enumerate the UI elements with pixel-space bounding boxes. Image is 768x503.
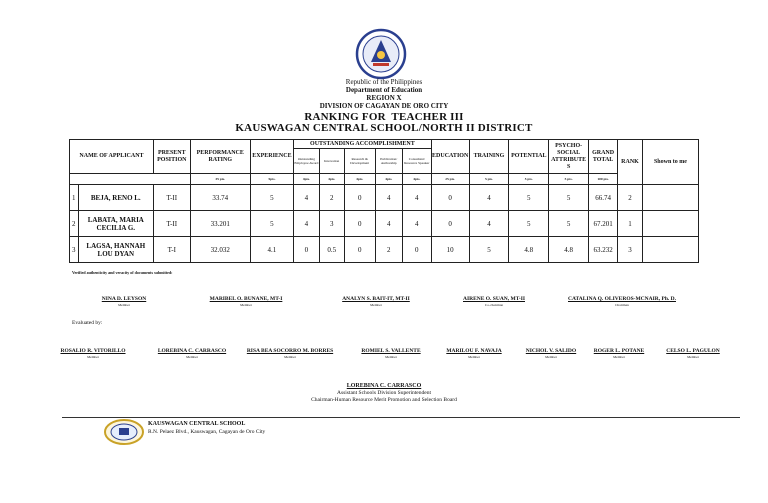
cell-education: 10: [431, 237, 469, 263]
col-psycho: PSYCHO-SOCIAL ATTRIBUTE S: [549, 140, 589, 174]
pts-training: 5 pts.: [469, 174, 509, 185]
col-experience: EXPERIENCE: [250, 140, 293, 174]
footer-divider: [62, 417, 740, 418]
signatory-role: Member: [613, 355, 625, 359]
cell-psycho: 4.8: [549, 237, 589, 263]
signatory-role: Co-chairman: [484, 303, 504, 307]
pts-research: 4pts.: [344, 174, 375, 185]
cell-performance: 33.201: [190, 211, 250, 237]
header-republic: Republic of the Philippines: [345, 78, 423, 86]
col-outstanding: OUTSTANDING ACCOMPLISHMENT: [293, 140, 431, 149]
signatory-name: RISA BEA SOCORRO M. BORRES: [246, 348, 334, 354]
deped-seal-icon: [355, 28, 407, 80]
pts-publication: 4pts.: [375, 174, 402, 185]
row-number: 3: [70, 237, 79, 263]
signature-block: [648, 348, 738, 360]
cell-innovation: 2: [319, 185, 344, 211]
ranking-table: [69, 139, 699, 263]
signatory-name: CATALINA Q. OLIVEROS-MCNAIR, Ph. D.: [568, 296, 676, 302]
col-publication: Publication/ Authorship: [375, 149, 402, 174]
chair-board: Chairman-Human Resource Merit Promotion and Selection Board: [311, 397, 457, 403]
table-row: [70, 185, 699, 211]
cell-education: 0: [431, 211, 469, 237]
signatory-role: Member: [370, 303, 382, 307]
signatory-name: MARIBEL O. BUNANE, MT-I: [209, 296, 283, 302]
signature-block: [346, 348, 436, 360]
signatory-name: MARILOU F. NAVAJA: [446, 348, 502, 354]
signature-block: [64, 296, 184, 308]
cell-research: 0: [344, 211, 375, 237]
signatory-role: Member: [118, 303, 130, 307]
cell-psycho: 5: [549, 185, 589, 211]
pts-innovation: 4pts.: [319, 174, 344, 185]
signatory-name: NINA D. LEYSON: [101, 296, 147, 302]
cell-shown: [642, 237, 698, 263]
cell-training: 5: [469, 237, 509, 263]
cell-innovation: 3: [319, 211, 344, 237]
cell-training: 4: [469, 211, 509, 237]
col-training: TRAINING: [469, 140, 509, 174]
signature-block: [48, 348, 138, 360]
col-shown: Shown to me: [642, 140, 698, 185]
pts-grand-total: 100 pts.: [589, 174, 618, 185]
col-research: Research & Development: [344, 149, 375, 174]
cell-rank: 2: [618, 185, 643, 211]
col-rank: RANK: [618, 140, 643, 185]
signatory-name: LOREBINA C. CARRASCO: [157, 348, 227, 354]
cell-training: 4: [469, 185, 509, 211]
cell-shown: [642, 211, 698, 237]
cell-consultant: 4: [402, 211, 431, 237]
cell-consultant: 0: [402, 237, 431, 263]
cell-potential: 5: [509, 211, 549, 237]
cell-performance: 33.74: [190, 185, 250, 211]
row-number: 1: [70, 185, 79, 211]
signature-block: [316, 296, 436, 308]
pts-psycho: 5 pts.: [549, 174, 589, 185]
signatory-role: Member: [87, 355, 99, 359]
cell-publication: 4: [375, 185, 402, 211]
col-consultant: Consultant/ Resource Speaker: [402, 149, 431, 174]
col-innovation: Innovation: [319, 149, 344, 174]
signatory-role: Member: [385, 355, 397, 359]
cell-shown: [642, 185, 698, 211]
cell-grand-total: 63.232: [589, 237, 618, 263]
pts-outstanding-employee: 4pts.: [293, 174, 319, 185]
cell-research: 0: [344, 185, 375, 211]
header-department: Department of Education: [345, 86, 423, 94]
signature-block: [562, 296, 682, 308]
signature-block: [240, 348, 340, 360]
applicant-name: LABATA, MARIA CECILIA G.: [78, 211, 153, 237]
cell-rank: 1: [618, 211, 643, 237]
pts-education: 25 pts.: [431, 174, 469, 185]
verified-note: Verified authenticity and veracity of documents submitted:: [72, 270, 173, 275]
page-subtitle: KAUSWAGAN CENTRAL SCHOOL/NORTH II DISTRICT: [235, 122, 533, 134]
cell-position: T-I: [153, 237, 190, 263]
col-position: PRESENT POSITION: [153, 140, 190, 174]
pts-consultant: 4pts.: [402, 174, 431, 185]
signatory-role: Member: [284, 355, 296, 359]
cell-position: T-II: [153, 185, 190, 211]
signatory-name: ROGER L. POTANE: [593, 348, 645, 354]
cell-grand-total: 66.74: [589, 185, 618, 211]
signatory-role: Member: [545, 355, 557, 359]
col-name: NAME OF APPLICANT: [70, 140, 154, 174]
cell-grand-total: 67.201: [589, 211, 618, 237]
cell-education: 0: [431, 185, 469, 211]
header-region: REGION X: [366, 94, 402, 102]
col-education: EDUCATION: [431, 140, 469, 174]
signatory-role: Member: [186, 355, 198, 359]
cell-outstanding-employee: 4: [293, 211, 319, 237]
header-division: DIVISION OF CAGAYAN DE ORO CITY: [319, 102, 449, 110]
signatory-name: CELSO L. PAGULON: [666, 348, 720, 354]
table-row: [70, 237, 699, 263]
cell-experience: 5: [250, 211, 293, 237]
signatory-role: Chairman: [615, 303, 629, 307]
signature-block: [434, 296, 554, 308]
signatory-role: Member: [468, 355, 480, 359]
cell-potential: 4.8: [509, 237, 549, 263]
cell-outstanding-employee: 4: [293, 185, 319, 211]
cell-publication: 2: [375, 237, 402, 263]
cell-psycho: 5: [549, 211, 589, 237]
applicant-name: BEJA, RENO L.: [78, 185, 153, 211]
cell-rank: 3: [618, 237, 643, 263]
signature-block: [186, 296, 306, 308]
cell-publication: 4: [375, 211, 402, 237]
cell-experience: 5: [250, 185, 293, 211]
cell-research: 0: [344, 237, 375, 263]
signatory-role: Member: [240, 303, 252, 307]
footer-school-name: KAUSWAGAN CENTRAL SCHOOL: [148, 421, 246, 427]
page-title: RANKING FOR TEACHER III: [304, 111, 464, 123]
signature-block: [147, 348, 237, 360]
signatory-role: Member: [687, 355, 699, 359]
cell-outstanding-employee: 0: [293, 237, 319, 263]
signatory-name: ROSALIO R. VITORILLO: [60, 348, 126, 354]
signatory-name: AIRENE O. SUAN, MT-II: [463, 296, 525, 302]
evaluated-by-label: Evaluated by:: [72, 320, 103, 326]
cell-experience: 4.1: [250, 237, 293, 263]
table-row: [70, 211, 699, 237]
cell-potential: 5: [509, 185, 549, 211]
school-logo-icon: [104, 419, 144, 445]
chair-block: [0, 382, 768, 404]
chair-title: Assistant Schools Division Superintendent: [337, 390, 431, 396]
signatory-name: ROMIEL S. VALLENTE: [361, 348, 421, 354]
pts-performance: 35 pts.: [190, 174, 250, 185]
col-grand-total: GRAND TOTAL: [589, 140, 618, 174]
row-number: 2: [70, 211, 79, 237]
signatory-name: ANALYN S. BAIT-IT, MT-II: [342, 296, 410, 302]
signatory-name: NICHOL V. SALIDO: [525, 348, 577, 354]
pts-potential: 5 pts.: [509, 174, 549, 185]
cell-position: T-II: [153, 211, 190, 237]
cell-innovation: 0.5: [319, 237, 344, 263]
cell-consultant: 4: [402, 185, 431, 211]
applicant-name: LAGSA, HANNAH LOU DYAN: [78, 237, 153, 263]
pts-experience: 5pts.: [250, 174, 293, 185]
col-outstanding-employee: Outstanding Employee Award: [293, 149, 319, 174]
col-performance: PERFORMANCE RATING: [190, 140, 250, 174]
footer-address: R.N. Pelaez Blvd., Kauswagan, Cagayan de Oro City: [148, 429, 266, 435]
col-potential: POTENTIAL: [509, 140, 549, 174]
chair-name: LOREBINA C. CARRASCO: [346, 383, 422, 389]
cell-performance: 32.032: [190, 237, 250, 263]
